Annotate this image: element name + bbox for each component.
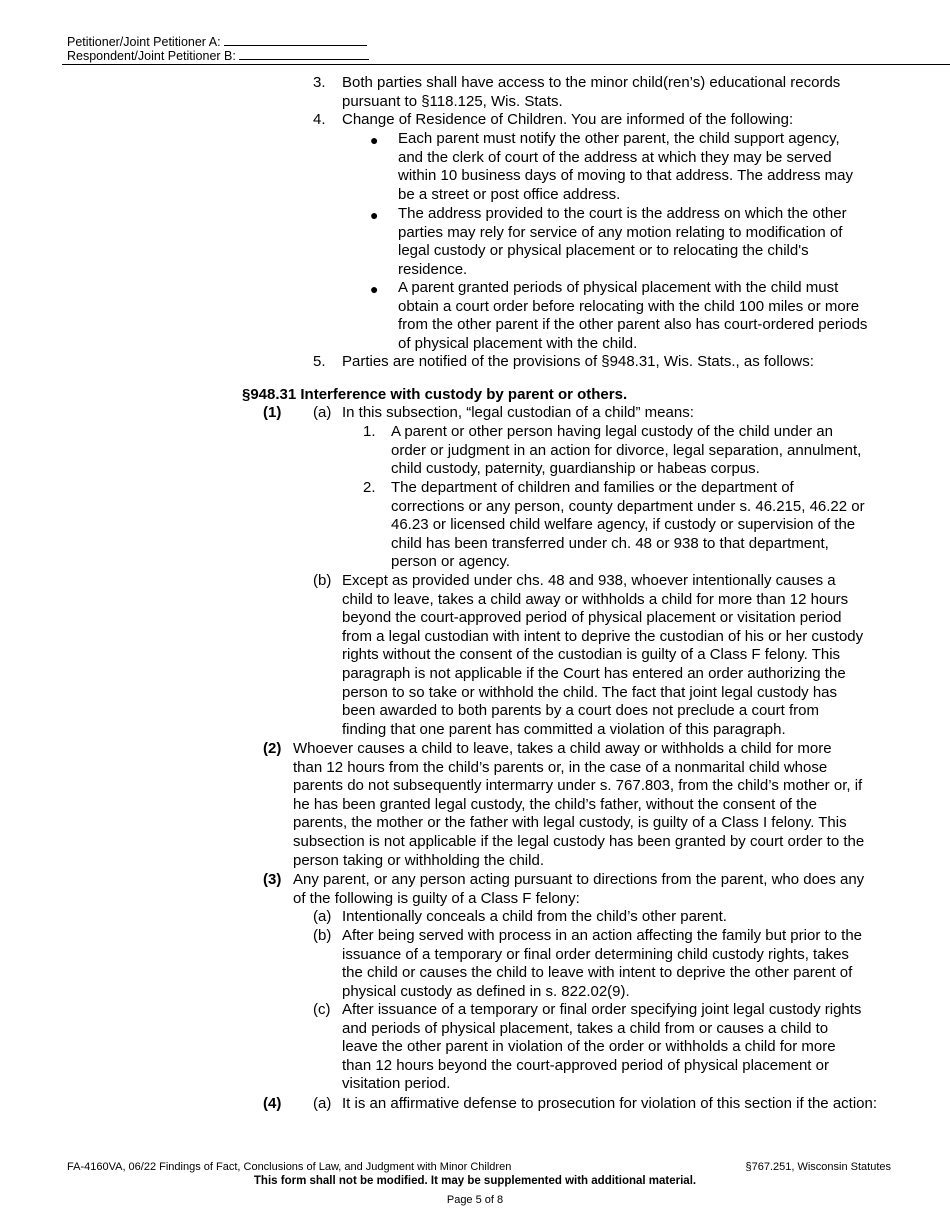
text-line: child to leave, takes a child away or withholds a child for more than 12 hours [342,590,849,608]
item-4-number: 4. [313,111,326,128]
subsection-1b-label: (b) [313,572,332,589]
subsection-3a-text: Intentionally conceals a child from the child’s other parent. [342,908,727,925]
text-line: and periods of physical placement, takes a child from or causes a child to [342,1019,829,1037]
text-line: residence. [398,260,468,278]
petitioner-label: Petitioner/Joint Petitioner A: [67,35,221,49]
text-line: paragraph is not applicable if the Court has entered an order authorizing the [342,664,846,682]
header-rule [62,64,950,65]
text-line: Except as provided under chs. 48 and 938, whoever intentionally causes a [342,572,836,589]
text-line: than 12 hours from the child’s parents or, in the case of a nonmarital child whose [293,758,828,776]
item-3-number: 3. [313,74,326,91]
text-line: subsection is not applicable if the legal custody has been granted by court order to the [293,832,865,850]
subsection-4a-text: It is an affirmative defense to prosecution for violation of this section if the action: [342,1095,878,1112]
text-line: obtain a court order before relocating with the child 100 miles or more [398,297,860,315]
subsection-4-number: (4) [263,1095,282,1112]
text-line: corrections or any person, county department under s. 46.215, 46.22 or [391,497,865,515]
text-line: 46.23 or licensed child welfare agency, if custody or supervision of the [391,516,856,534]
text-line: A parent granted periods of physical placement with the child must [398,279,839,296]
page-number: Page 5 of 8 [446,1194,504,1206]
text-line: child has been transferred under ch. 48 or 938 to that department, [391,534,829,552]
text-line: finding that one parent has committed a violation of this paragraph. [342,720,786,738]
statute-title: §948.31 Interference with custody by parent or others. [242,386,628,403]
text-line: order or judgment in an action for divorce, legal separation, annulment, [391,441,862,459]
footer-notice: This form shall not be modified. It may be supplemented with additional material. [253,1175,697,1187]
respondent-line [67,48,369,63]
text-line: person to so take or withhold the child. The fact that joint legal custody has [342,683,838,701]
item-4-bullet-1 [398,130,853,204]
subsection-2-number: (2) [263,740,282,757]
item-5-text: Parties are notified of the provisions of §948.31, Wis. Stats., as follows: [342,353,814,370]
subsection-1a-item-2-number: 2. [363,479,376,496]
subsection-1a-label: (a) [313,404,332,421]
text-line: child custody, paternity, guardianship or habeas corpus. [391,460,760,478]
text-line: from the other parent if the other parent also has court-ordered periods [398,316,868,334]
text-line: Any parent, or any person acting pursuant to directions from the parent, who does any [293,871,865,888]
footer-form-id: FA-4160VA, 06/22 Findings of Fact, Conclusions of Law, and Judgment with Minor Children [67,1161,512,1173]
subsection-3c-text [342,1001,861,1094]
text-line: the child or causes the child to leave with intent to deprive the other parent of [342,964,853,982]
respondent-blank [239,48,369,60]
text-line: Each parent must notify the other parent, the child support agency, [398,130,840,147]
text-line: person or agency. [391,553,510,571]
text-line: been awarded to both parents by a court does not preclude a court from [342,702,819,720]
bullet-icon: ● [370,132,379,148]
subsection-1a-item-1-number: 1. [363,423,376,440]
petitioner-blank [224,34,367,46]
text-line: After being served with process in an action affecting the family but prior to the [342,927,863,944]
item-4-text: Change of Residence of Children. You are informed of the following: [342,111,794,128]
bullet-icon: ● [370,281,379,297]
subsection-3b-label: (b) [313,927,332,944]
text-line: than 12 hours beyond the court-approved period of physical placement or [342,1056,829,1074]
subsection-4a-label: (a) [313,1095,332,1112]
text-line: pursuant to §118.125, Wis. Stats. [342,92,563,110]
subsection-3a-label: (a) [313,908,332,925]
subsection-1a-item-1 [391,423,861,479]
text-line: After issuance of a temporary or final order specifying joint legal custody rights [342,1001,862,1018]
text-line: The address provided to the court is the address on which the other [398,205,847,222]
text-line: parents do not subsequently intermarry under s. 767.803, from the child’s mother or, if [293,777,863,795]
respondent-label: Respondent/Joint Petitioner B: [67,49,236,63]
text-line: Both parties shall have access to the minor child(ren’s) educational records [342,74,841,91]
subsection-3-number: (3) [263,871,282,888]
text-line: of the following is guilty of a Class F felony: [293,889,580,907]
text-line: he has been granted legal custody, the child’s father, without the consent of the [293,795,817,813]
text-line: within 10 business days of moving to that address. The address may [398,167,853,185]
subsection-1b-text [342,572,863,739]
text-line: legal custody or physical placement or to relocating the child's [398,242,809,260]
text-line: person taking or withholding the child. [293,851,544,869]
text-line: rights without the consent of the custodian is guilty of a Class F felony. This [342,646,841,664]
subsection-1a-item-2 [391,479,865,572]
item-3-text [342,74,840,111]
text-line: visitation period. [342,1075,451,1093]
footer-statute-ref: §767.251, Wisconsin Statutes [745,1161,891,1173]
text-line: leave the other parent in violation of the order or withholds a child for more [342,1038,836,1056]
text-line: of physical placement with the child. [398,334,638,352]
subsection-3c-label: (c) [313,1001,331,1018]
petitioner-line [67,34,367,49]
text-line: Whoever causes a child to leave, takes a child away or withholds a child for more [293,740,832,757]
text-line: from a legal custodian with intent to deprive the custodian of his or her custody [342,627,864,645]
subsection-1-number: (1) [263,404,282,421]
item-4-bullet-2 [398,205,847,279]
text-line: A parent or other person having legal custody of the child under an [391,423,833,440]
text-line: issuance of a temporary or final order determining child custody rights, takes [342,945,849,963]
text-line: parties may rely for service of any motion relating to modification of [398,223,843,241]
text-line: The department of children and families or the department of [391,479,794,496]
item-5-number: 5. [313,353,326,370]
subsection-2-text [293,740,864,870]
text-line: be a street or post office address. [398,185,621,203]
text-line: parents, the mother or the father with legal custody, is guilty of a Class I felony. This [293,814,847,832]
text-line: beyond the court-approved period of physical placement or visitation period [342,609,842,627]
subsection-3-text [293,871,864,908]
item-4-bullet-3 [398,279,867,353]
text-line: physical custody as defined in s. 822.02(9). [342,982,630,1000]
subsection-1a-text: In this subsection, “legal custodian of a child” means: [342,404,694,421]
bullet-icon: ● [370,207,379,223]
subsection-3b-text [342,927,862,1001]
text-line: and the clerk of court of the address at which they may be served [398,148,832,166]
